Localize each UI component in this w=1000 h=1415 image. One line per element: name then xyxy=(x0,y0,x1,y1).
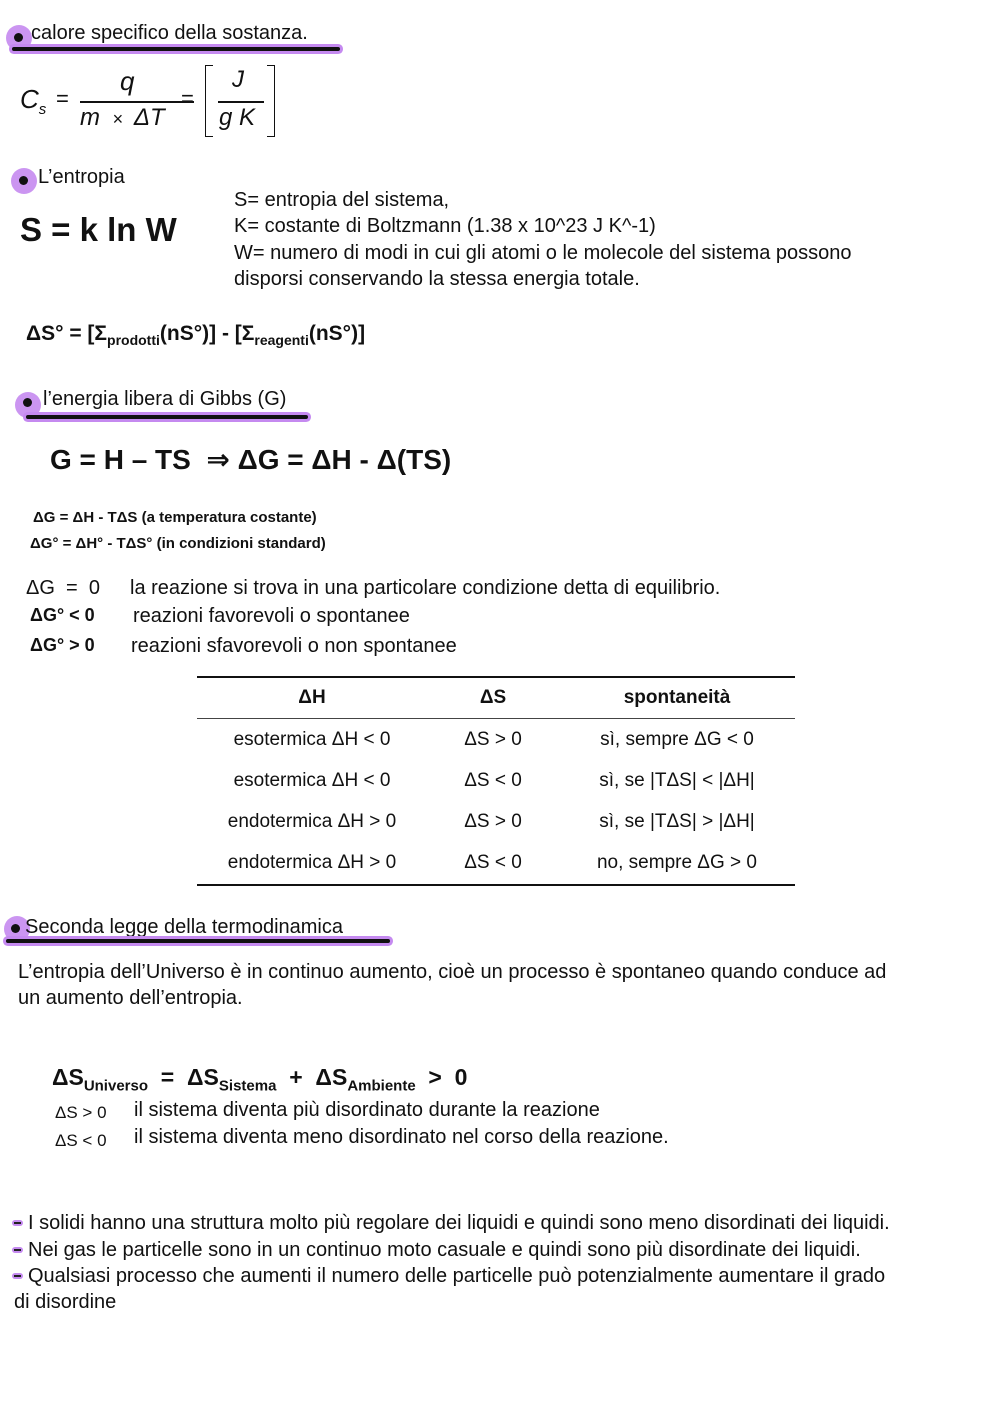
boltzmann-formula: S = k ln W xyxy=(20,211,177,248)
universe-entropy-eq: $\Delta S_{Universo} = \Delta S_{Sistema} + \Delta S_{Ambiente} > 0$ xyxy=(51,1064,468,1095)
delta-s-desc: il sistema diventa meno disordinato nel corso della reazione. xyxy=(134,1126,669,1148)
bullet-dot xyxy=(14,33,23,42)
table-cell: ΔS < 0 xyxy=(464,851,522,873)
heading-entropy: L’entropia xyxy=(38,166,125,188)
bullet-dash xyxy=(12,1247,23,1253)
entropy-def-1: S= entropia del sistema, xyxy=(234,189,450,211)
condition-desc: la reazione si trova in una particolare condizione detta di equilibrio. xyxy=(130,577,721,599)
bullet-dot xyxy=(23,398,32,407)
second-law-para-2: un aumento dell’entropia. xyxy=(18,987,243,1009)
gibbs-standard: ΔG° = ΔH° - TΔS° (in condizioni standard) xyxy=(30,535,326,552)
heading-specific-heat: calore specifico della sostanza. xyxy=(31,22,308,44)
condition-sym: ΔG° < 0 xyxy=(30,605,95,625)
gibbs-const-temp: ΔG = ΔH - TΔS (a temperatura costante) xyxy=(33,509,317,526)
list-item-continuation: di disordine xyxy=(14,1291,117,1313)
condition-sym: ΔG° > 0 xyxy=(30,635,95,655)
table-cell: no, sempre ΔG > 0 xyxy=(596,851,757,873)
heading-gibbs: l’energia libera di Gibbs (G) xyxy=(43,388,287,410)
table-cell: sì, se |TΔS| < |ΔH| xyxy=(599,769,755,791)
list-item: Nei gas le particelle sono in un continuo moto casuale e quindi sono più disordinate dei liquidi. xyxy=(28,1239,861,1261)
table-cell: sì, sempre ΔG < 0 xyxy=(600,728,754,750)
bullet-dash xyxy=(12,1273,23,1279)
delta-s-desc: il sistema diventa più disordinato durante la reazione xyxy=(134,1099,600,1121)
fraction-bar xyxy=(80,101,194,103)
table-row xyxy=(197,760,795,801)
list-item: I solidi hanno una struttura molto più regolare dei liquidi e quindi sono meno disordinati dei liquidi. xyxy=(28,1212,890,1234)
entropy-def-3: W= numero di modi in cui gli atomi o le molecole del sistema possono xyxy=(234,242,852,264)
table-cell: esotermica ΔH < 0 xyxy=(233,728,391,750)
table-cell: ΔS < 0 xyxy=(464,769,522,791)
table-header: ΔS xyxy=(479,687,507,708)
table-cell: endotermica ΔH > 0 xyxy=(227,810,397,832)
table-cell: esotermica ΔH < 0 xyxy=(233,769,391,791)
table-cell: ΔS > 0 xyxy=(464,728,522,750)
right-bracket xyxy=(267,65,275,137)
table-header-row xyxy=(197,678,795,718)
table-header: spontaneità xyxy=(623,687,731,708)
heading-second-law: Seconda legge della termodinamica xyxy=(25,916,343,938)
second-law-para-1: L’entropia dell’Universo è in continuo aumento, cioè un processo è spontaneo quando conduce ad xyxy=(18,961,887,983)
list-item: Qualsiasi processo che aumenti il numero delle particelle può potenzialmente aumentare il grado xyxy=(28,1265,886,1287)
spontaneity-table-wrap xyxy=(197,676,795,886)
heading-underline xyxy=(26,415,308,419)
specific-heat-formula: $C_s$ = q m × ΔT = J g K xyxy=(18,62,288,142)
condition-desc: reazioni favorevoli o spontanee xyxy=(133,605,410,627)
bullet-dot xyxy=(11,924,20,933)
heading-underline xyxy=(12,47,340,51)
spontaneity-table xyxy=(197,678,795,883)
entropy-def-4: disporsi conservando la stessa energia totale. xyxy=(234,268,640,290)
bullet-dash xyxy=(12,1220,23,1226)
table-header: ΔH xyxy=(298,687,326,708)
condition-sym: ΔG = 0 xyxy=(26,577,100,599)
unit-fraction-bar xyxy=(218,101,264,103)
left-bracket xyxy=(205,65,213,137)
delta-s-formula: $\Delta S^\circ = [\Sigma_{prodotti}(nS^\circ)] - [\Sigma_{reagenti}(nS^\circ)]$ xyxy=(26,322,366,349)
entropy-def-2: K= costante di Boltzmann (1.38 x 10^23 J K^-1) xyxy=(234,215,656,237)
gibbs-formula: G = H – TS ⇒ ΔG = ΔH - Δ(TS) xyxy=(50,444,452,475)
table-row xyxy=(197,801,795,842)
heading-underline xyxy=(6,939,390,943)
condition-desc: reazioni sfavorevoli o non spontanee xyxy=(131,635,457,657)
table-cell: endotermica ΔH > 0 xyxy=(227,851,397,873)
table-cell: sì, se |TΔS| > |ΔH| xyxy=(599,810,755,832)
table-row xyxy=(197,842,795,883)
delta-s-sym: ΔS < 0 xyxy=(55,1131,107,1150)
delta-s-sym: ΔS > 0 xyxy=(55,1103,107,1122)
table-cell: ΔS > 0 xyxy=(464,810,522,832)
table-row xyxy=(197,719,795,760)
bullet-dot xyxy=(19,176,28,185)
